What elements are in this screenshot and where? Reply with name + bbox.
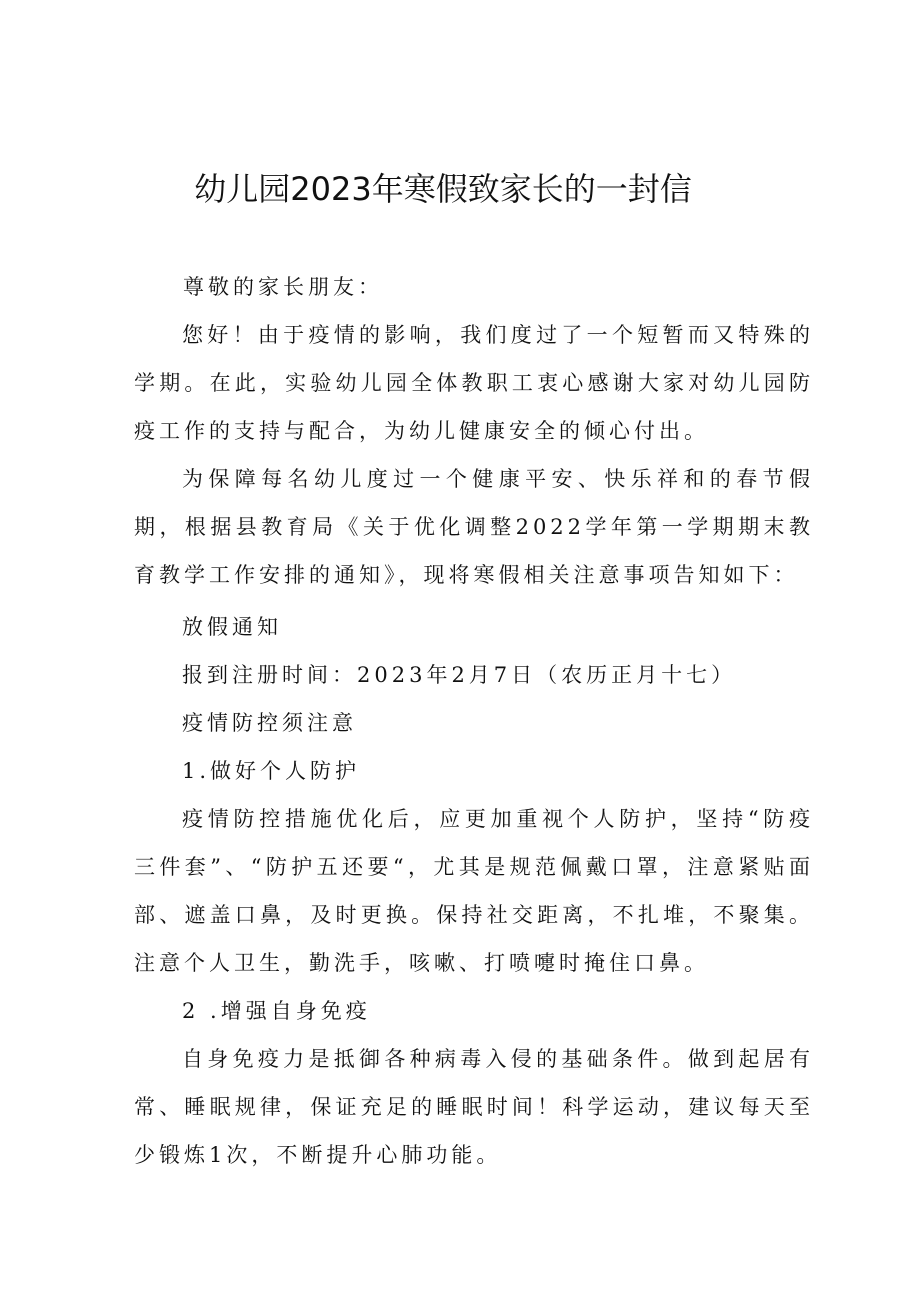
- registration-time: 报到注册时间：2023年2月7日（农历正月十七）: [182, 663, 737, 687]
- section-heading-epidemic: 疫情防控须注意: [182, 711, 357, 735]
- subheading-immunity: 2 .增强自身免疫: [182, 999, 371, 1023]
- greeting-line: 尊敬的家长朋友：: [183, 275, 383, 299]
- paragraph-immunity: 自身免疫力是抵御各种病毒入侵的基础条件。做到起居有常、睡眠规律，保证充足的睡眠时间！科学运动，建议每天至少锻炼1次，不断提升心肺功能。: [134, 1047, 814, 1167]
- section-heading-holiday: 放假通知: [182, 615, 282, 639]
- paragraph-personal-protection: 疫情防控措施优化后，应更加重视个人防护，坚持“防疫三件套”、“防护五还要“，尤其是规范佩戴口罩，注意紧贴面部、遮盖口鼻，及时更换。保持社交距离，不扎堆，不聚集。注意个人卫生，勤洗手，咳嗽、打喷嚏时掩住口鼻。: [134, 807, 814, 975]
- subheading-personal-protection: 1.做好个人防护: [182, 759, 361, 783]
- paragraph-notice: 为保障每名幼儿度过一个健康平安、快乐祥和的春节假期，根据县教育局《关于优化调整2022学年第一学期期末教育教学工作安排的通知》，现将寒假相关注意事项告知如下：: [134, 467, 814, 587]
- paragraph-intro: 您好！由于疫情的影响，我们度过了一个短暂而又特殊的学期。在此，实验幼儿园全体教职工衷心感谢大家对幼儿园防疫工作的支持与配合，为幼儿健康安全的倾心付出。: [134, 323, 814, 443]
- document-title: 幼儿园2023年寒假致家长的一封信: [194, 170, 692, 208]
